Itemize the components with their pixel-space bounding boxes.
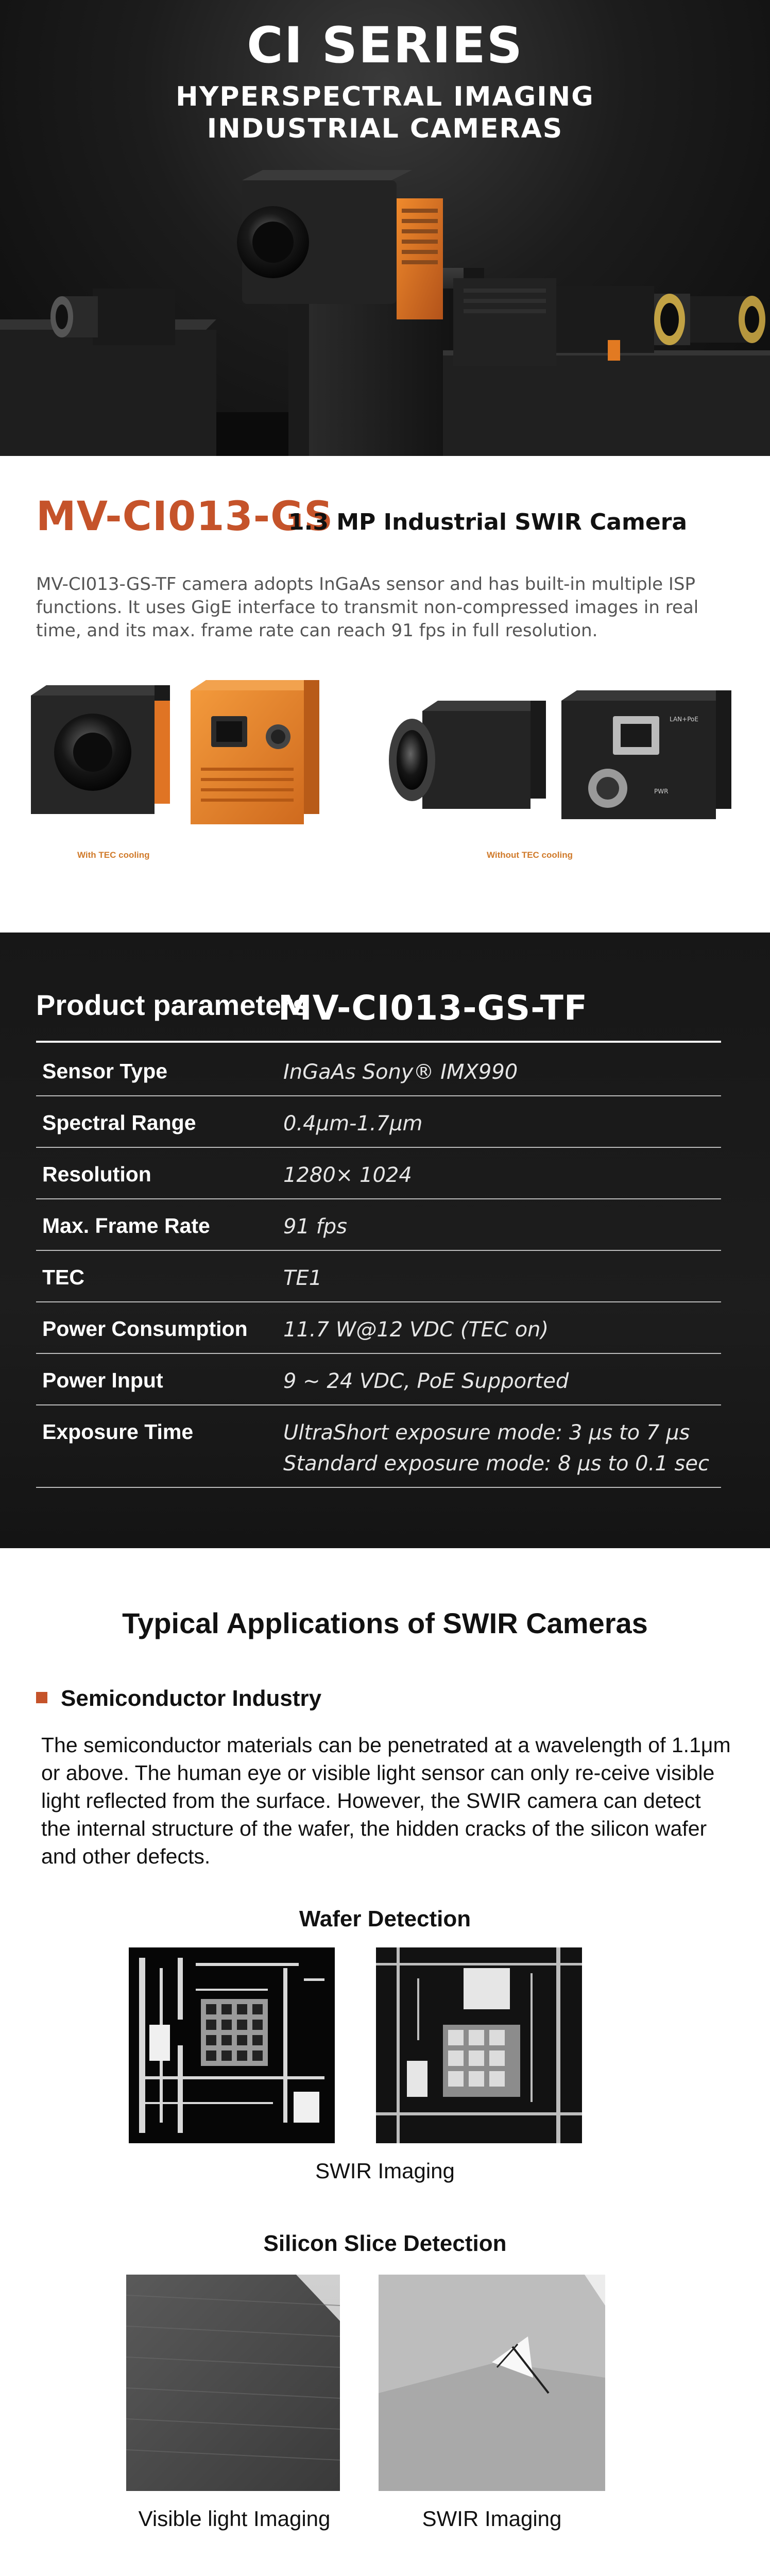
hero-subtitle-line1: HYPERSPECTRAL IMAGING xyxy=(176,81,594,112)
bullet-square-icon xyxy=(36,1692,47,1703)
semiconductor-heading-text: Semiconductor Industry xyxy=(61,1686,322,1711)
tec-camera-front xyxy=(31,685,170,814)
lan-poe-label: LAN+PoE xyxy=(670,716,698,723)
param-row-max-frame-rate xyxy=(36,1199,721,1251)
hero-subtitle-line2: INDUSTRIAL CAMERAS xyxy=(207,113,563,145)
product-parameters-section xyxy=(0,933,770,1548)
param-key: Exposure Time xyxy=(42,1420,194,1444)
param-value: InGaAs Sony® IMX990 xyxy=(283,1060,518,1084)
hero-banner xyxy=(0,0,770,456)
params-title: Product parameters xyxy=(36,989,309,1021)
product-description: MV-CI013-GS-TF camera adopts InGaAs sensor and has built-in multiple ISP functions. It uses GigE interface to transmit non-compressed images in real time, and its max. frame rate can reach 91 fps in full resolution. xyxy=(36,574,699,641)
params-model: MV-CI013-GS-TF xyxy=(278,988,588,1028)
param-value: 91 fps xyxy=(283,1215,347,1239)
param-row-spectral-range xyxy=(36,1096,721,1148)
wafer-caption: SWIR Imaging xyxy=(315,2159,455,2183)
product-subtitle: 1.3 MP Industrial SWIR Camera xyxy=(288,509,688,535)
wafer-image-left xyxy=(129,1947,335,2143)
param-key: Power Consumption xyxy=(42,1317,248,1341)
caption-without-tec: Without TEC cooling xyxy=(487,850,573,860)
params-divider xyxy=(36,1041,721,1043)
param-row-resolution xyxy=(36,1148,721,1199)
param-key: Max. Frame Rate xyxy=(42,1214,210,1238)
semiconductor-heading xyxy=(36,1686,321,1711)
param-key: Resolution xyxy=(42,1162,151,1186)
wafer-image-right xyxy=(376,1947,582,2143)
caption-with-tec: With TEC cooling xyxy=(77,850,150,860)
silicon-swir-image xyxy=(379,2275,605,2491)
param-row-power-input xyxy=(36,1354,721,1405)
param-value: 9 ~ 24 VDC, PoE Supported xyxy=(283,1369,569,1393)
wafer-detection-title: Wafer Detection xyxy=(299,1906,471,1931)
silicon-visible-image xyxy=(126,2275,340,2491)
pwr-label: PWR xyxy=(654,788,669,795)
tec-camera-back xyxy=(191,680,319,824)
param-row-sensor-type xyxy=(36,1045,721,1096)
silicon-visible-caption: Visible light Imaging xyxy=(138,2506,331,2531)
param-value: UltraShort exposure mode: 3 μs to 7 μs xyxy=(283,1421,690,1445)
param-row-tec xyxy=(36,1251,721,1302)
silicon-slice-title: Silicon Slice Detection xyxy=(263,2231,507,2256)
param-row-exposure-time xyxy=(36,1405,721,1488)
product-photos xyxy=(0,670,770,855)
silicon-swir-caption: SWIR Imaging xyxy=(422,2506,562,2531)
param-key: Power Input xyxy=(42,1368,163,1392)
param-value: 1280× 1024 xyxy=(283,1163,412,1187)
params-heading xyxy=(36,988,309,1022)
param-key: Spectral Range xyxy=(42,1111,196,1134)
param-value: 11.7 W@12 VDC (TEC on) xyxy=(283,1318,549,1342)
applications-title: Typical Applications of SWIR Cameras xyxy=(122,1607,648,1639)
param-value: TE1 xyxy=(283,1266,322,1290)
semiconductor-body: The semiconductor materials can be penetrated at a wavelength of 1.1μm or above. The human eye or visible light sensor can only re-ceive visible light reflected from the surface. However, the SWIR camera can detect the internal structure of the wafer, the hidden cracks of the silicon wafer and other defects. xyxy=(41,1733,731,1869)
param-value-secondary: Standard exposure mode: 8 μs to 0.1 sec xyxy=(283,1452,709,1476)
non-tec-camera-front xyxy=(389,701,546,809)
product-model-name: MV-CI013-GS xyxy=(36,494,334,540)
param-key: TEC xyxy=(42,1265,84,1289)
non-tec-camera-back xyxy=(561,690,731,819)
param-key: Sensor Type xyxy=(42,1059,168,1083)
hero-title: CI SERIES xyxy=(247,16,523,74)
hero-titles xyxy=(0,16,770,145)
param-row-power-consumption xyxy=(36,1302,721,1354)
param-value: 0.4μm-1.7μm xyxy=(283,1112,423,1136)
